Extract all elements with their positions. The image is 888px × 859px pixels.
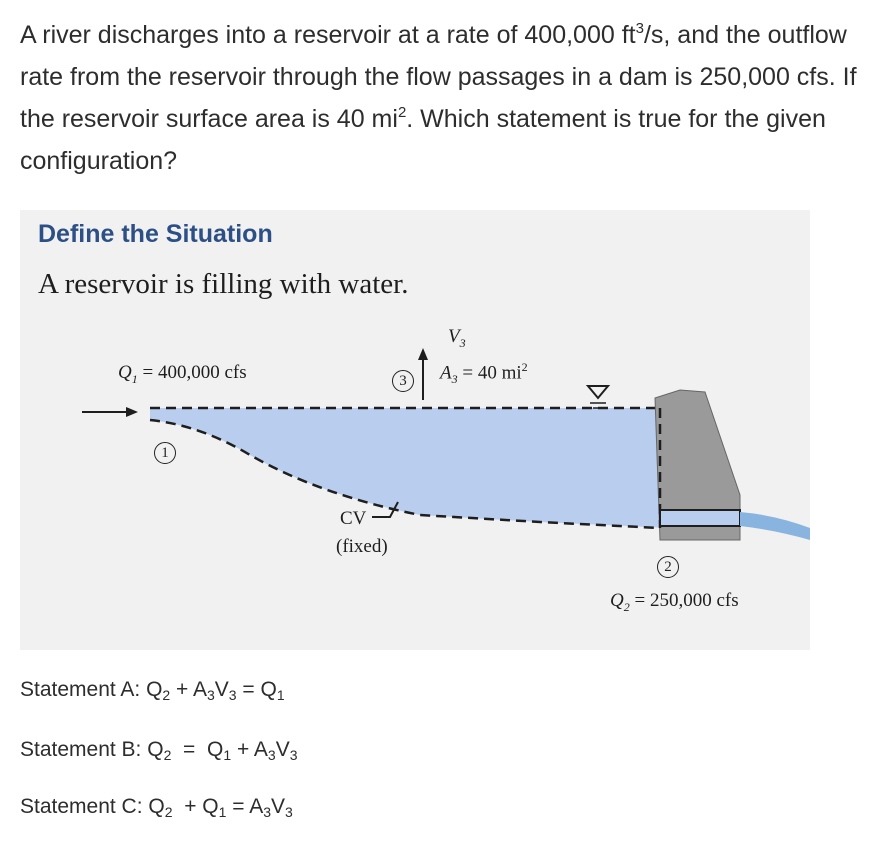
q2-subscript: 2 xyxy=(623,599,630,614)
q1-value: = 400,000 cfs xyxy=(137,362,247,383)
statement-c-sub-3: 3 xyxy=(263,804,272,820)
statement-c[interactable] xyxy=(20,795,293,819)
statement-a-sub-1: 2 xyxy=(162,687,171,703)
statement-a-sub-2: 3 xyxy=(206,687,215,703)
statement-a-text-1: + A xyxy=(170,678,207,701)
q1-symbol: Q xyxy=(118,362,132,383)
a3-symbol: A xyxy=(440,362,452,384)
figure-subtitle: A reservoir is filling with water. xyxy=(38,268,409,300)
statement-c-sub-4: 3 xyxy=(285,804,293,820)
statement-b-label: Statement B: Q xyxy=(20,738,164,761)
v3-arrowhead xyxy=(418,348,428,360)
q2-label xyxy=(610,590,739,615)
v3-label xyxy=(448,326,466,351)
statement-c-text-3: V xyxy=(271,795,286,818)
reservoir-water xyxy=(150,408,670,528)
a3-value: = 40 mi xyxy=(457,362,522,384)
statement-a-text-2: V xyxy=(214,678,229,701)
statement-a-label: Statement A: Q xyxy=(20,678,163,701)
statement-b-sub-2: 1 xyxy=(223,747,232,763)
statement-b-text-2: + A xyxy=(231,738,268,761)
statement-c-label: Statement C: Q xyxy=(20,795,165,818)
inflow-arrowhead xyxy=(126,407,138,417)
v3-subscript: 3 xyxy=(459,335,466,350)
question-text xyxy=(20,14,870,182)
statement-b-text-1: = Q xyxy=(171,738,224,761)
statement-c-sub-2: 1 xyxy=(218,804,227,820)
cv-label: CV xyxy=(340,508,367,529)
question-part-3: . Which statement is true for the given configuration? xyxy=(20,105,826,175)
statement-c-text-1: + Q xyxy=(172,795,219,818)
statement-c-text-2: = A xyxy=(226,795,264,818)
a3-superscript: 2 xyxy=(521,360,528,374)
statement-b[interactable] xyxy=(20,738,298,762)
statement-a-text-3: = Q xyxy=(236,678,277,701)
statement-b-sub-3: 3 xyxy=(267,747,276,763)
statement-a[interactable] xyxy=(20,678,285,702)
question-part-2: /s, and the outflow rate from the reservoir through the flow passages in a dam is 250,000 cfs. If the reservoir surface area is 40 mi xyxy=(20,21,857,133)
station-3-marker: 3 xyxy=(392,370,414,392)
q2-symbol: Q xyxy=(610,590,624,611)
a3-subscript: 3 xyxy=(451,372,458,387)
q1-subscript: 1 xyxy=(131,371,138,386)
statement-b-text-3: V xyxy=(275,738,290,761)
statement-b-sub-1: 2 xyxy=(163,747,172,763)
dam-outflow-passage xyxy=(660,510,740,526)
fixed-label: (fixed) xyxy=(336,536,388,557)
question-superscript-1: 3 xyxy=(635,20,644,37)
station-1-marker: 1 xyxy=(154,442,176,464)
q1-label xyxy=(118,362,247,387)
statement-b-sub-4: 3 xyxy=(289,747,298,763)
statement-c-sub-1: 2 xyxy=(164,804,173,820)
v3-symbol: V xyxy=(448,326,460,347)
statement-a-sub-4: 1 xyxy=(276,687,285,703)
station-2-marker: 2 xyxy=(657,556,679,578)
reservoir-diagram xyxy=(20,210,810,650)
figure-heading: Define the Situation xyxy=(38,220,273,248)
free-surface-symbol xyxy=(588,386,608,398)
outflow-jet xyxy=(740,512,810,540)
question-superscript-2: 2 xyxy=(397,104,407,121)
q2-value: = 250,000 cfs xyxy=(629,590,739,611)
question-part-1: A river discharges into a reservoir at a rate of 400,000 ft xyxy=(20,21,636,49)
statement-a-sub-3: 3 xyxy=(228,687,237,703)
a3-label xyxy=(440,360,528,387)
reservoir-figure xyxy=(20,210,810,650)
